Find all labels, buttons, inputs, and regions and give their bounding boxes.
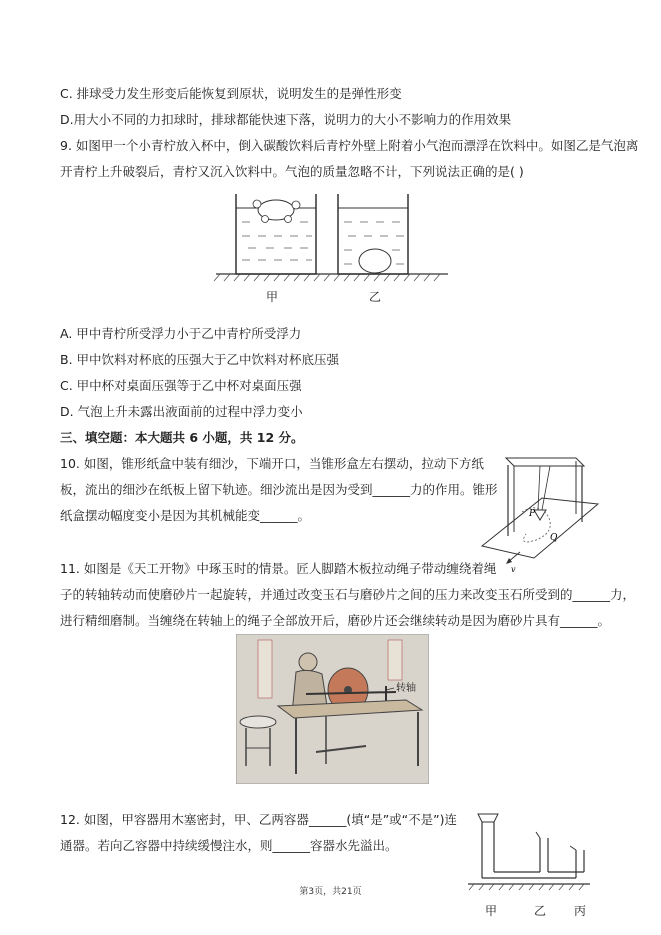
section-3-heading: 三、填空题：本大题共 6 小题，共 12 分。 — [60, 430, 304, 445]
q10-line-1: 10. 如图，锥形纸盒中装有细沙，下端开口，当锥形盒左右摆动，拉动下方纸 — [60, 456, 484, 471]
cup-yi — [338, 194, 408, 274]
q9-figure-cups — [212, 188, 452, 288]
q11-figure-jade-carving — [236, 634, 429, 784]
q11-line-2: 子的转轴转动而使磨砂片一起旋转，并通过改变玉石与磨砂片之间的压力来改变玉石所受到的______力， — [60, 587, 636, 602]
q9-option-a: A. 甲中青柠所受浮力小于乙中青柠所受浮力 — [60, 326, 302, 341]
page-footer: 第3页，共21页 — [299, 887, 362, 897]
q8-option-d: D.用大小不同的力扣球时，排球都能快速下落，说明力的大小不影响力的作用效果 — [60, 112, 512, 127]
q10-label-v: v — [511, 565, 516, 574]
q12-line-2: 通器。若向乙容器中持续缓慢注水，则______容器水先溢出。 — [60, 838, 398, 853]
q12-figure-label-jia: 甲 — [485, 904, 498, 918]
q9-option-d: D. 气泡上升未露出液面前的过程中浮力变小 — [60, 404, 303, 419]
q9-stem-line-2: 开青柠上升破裂后，青柠又沉入饮料中。气泡的质量忽略不计，下列说法正确的是( ) — [60, 164, 524, 179]
cup-jia — [236, 194, 316, 274]
q11-line-1: 11. 如图是《天工开物》中琢玉时的情景。匠人脚踏木板拉动绳子带动缠绕着绳 — [60, 561, 497, 576]
q12-figure-label-yi: 乙 — [534, 904, 547, 918]
q9-figure-label-yi: 乙 — [369, 290, 382, 304]
q9-figure-label-jia: 甲 — [266, 290, 279, 304]
q8-option-c: C. 排球受力发生形变后能恢复到原状，说明发生的是弹性形变 — [60, 86, 402, 101]
q10-line-2: 板，流出的细沙在纸板上留下轨迹。细沙流出是因为受到______力的作用。锥形 — [60, 482, 498, 497]
q9-option-b: B. 甲中饮料对杯底的压强大于乙中饮料对杯底压强 — [60, 352, 340, 367]
q12-figure-label-bing: 丙 — [574, 904, 587, 918]
q10-figure-pendulum — [478, 452, 600, 577]
q10-label-q: Q — [550, 533, 558, 543]
q11-line-3: 进行精细磨制。当缠绕在转轴上的绳子全部放开后，磨砂片还会继续转动是因为磨砂片具有______。 — [60, 613, 611, 628]
q12-line-1: 12. 如图，甲容器用木塞密封，甲、乙两容器______(填“是”或“不是”)连 — [60, 812, 458, 827]
q10-label-p: P — [529, 509, 536, 519]
q11-label-axis: 转轴 — [396, 683, 416, 694]
q12-figure-containers — [464, 808, 594, 896]
q9-option-c: C. 甲中杯对桌面压强等于乙中杯对桌面压强 — [60, 378, 302, 393]
q9-stem-line-1: 9. 如图甲一个小青柠放入杯中，倒入碳酸饮料后青柠外壁上附着小气泡而漂浮在饮料中。如图乙是气泡离 — [60, 138, 639, 153]
q10-line-3: 纸盒摆动幅度变小是因为其机械能变______。 — [60, 508, 311, 523]
